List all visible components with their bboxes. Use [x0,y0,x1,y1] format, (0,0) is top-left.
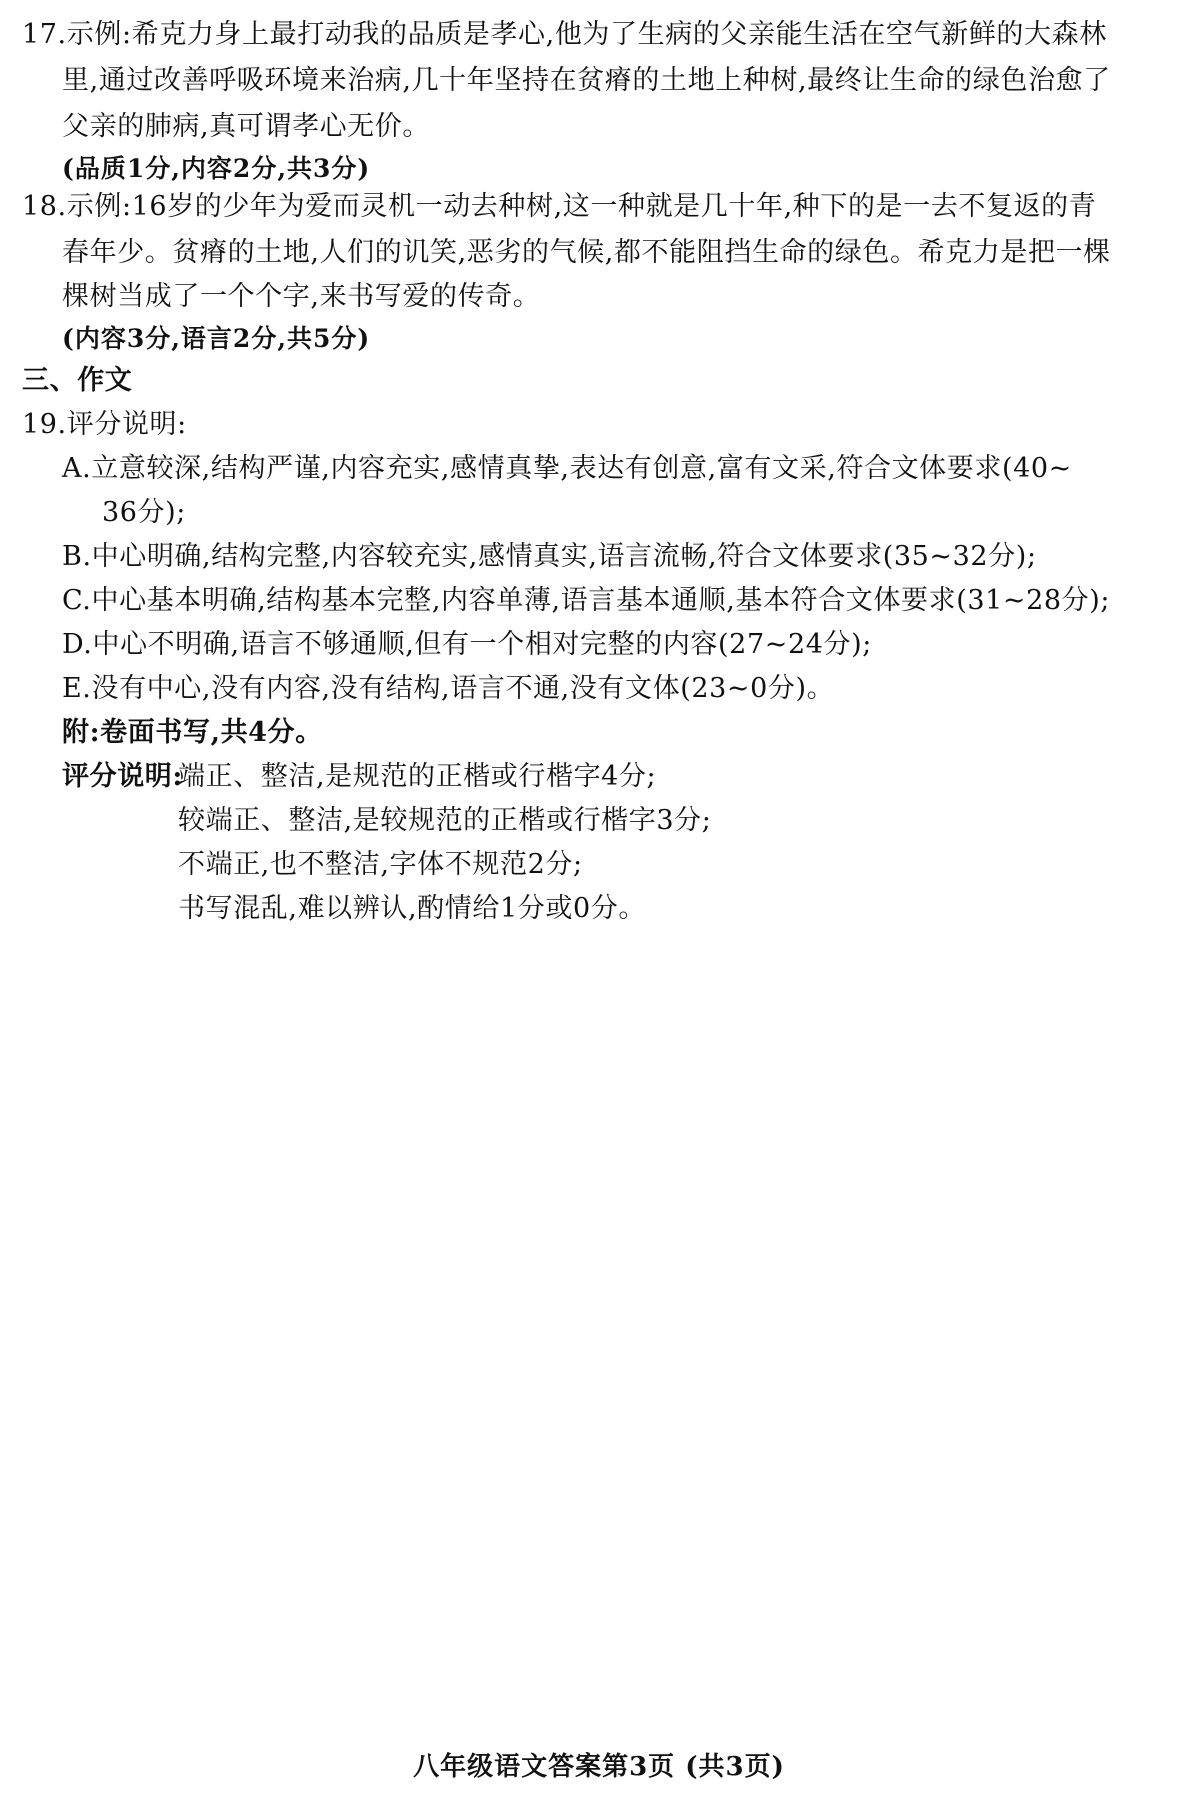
q18-score-note: (内容3分,语言2分,共5分) [62,324,371,353]
q19-grade-d: D.中心不明确,语言不够通顺,但有一个相对完整的内容(27~24分); [62,629,872,660]
handwriting-score-1-or-0: 书写混乱,难以辨认,酌情给1分或0分。 [178,893,646,924]
handwriting-score-4: 端正、整洁,是规范的正楷或行楷字4分; [178,761,657,792]
q17-line-2: 里,通过改善呼吸环境来治病,几十年坚持在贫瘠的土地上种树,最终让生命的绿色治愈了 [62,65,1111,96]
q17-line-1: 17.示例:希克力身上最打动我的品质是孝心,他为了生病的父亲能生活在空气新鲜的大森林 [22,19,1107,50]
page-footer: 八年级语文答案第3页 (共3页) [413,1752,785,1782]
q17-line-3: 父亲的肺病,真可谓孝心无价。 [62,111,430,142]
q19-grade-a-line-1: A.立意较深,结构严谨,内容充实,感情真挚,表达有创意,富有文采,符合文体要求(40~ [62,453,1072,484]
q19-grade-c: C.中心基本明确,结构基本完整,内容单薄,语言基本通顺,基本符合文体要求(31~28分); [62,585,1111,616]
q18-line-2: 春年少。贫瘠的土地,人们的讥笑,恶劣的气候,都不能阻挡生命的绿色。希克力是把一棵 [62,237,1111,268]
q18-line-3: 棵树当成了一个个字,来书写爱的传奇。 [62,281,541,312]
handwriting-score-2: 不端正,也不整洁,字体不规范2分; [178,849,583,880]
q17-score-note: (品质1分,内容2分,共3分) [62,154,371,183]
section-heading-composition: 三、作文 [22,365,133,396]
handwriting-scoring-label: 评分说明: [62,761,183,792]
q19-title: 19.评分说明: [22,409,187,440]
handwriting-appendix: 附:卷面书写,共4分。 [62,717,323,748]
q19-grade-a-line-2: 36分); [102,497,186,528]
q18-line-1: 18.示例:16岁的少年为爱而灵机一动去种树,这一种就是几十年,种下的是一去不复返的青 [22,191,1097,222]
q19-grade-e: E.没有中心,没有内容,没有结构,语言不通,没有文体(23~0分)。 [62,673,835,704]
q19-grade-b: B.中心明确,结构完整,内容较充实,感情真实,语言流畅,符合文体要求(35~32分); [62,541,1037,572]
handwriting-score-3: 较端正、整洁,是较规范的正楷或行楷字3分; [178,805,712,836]
